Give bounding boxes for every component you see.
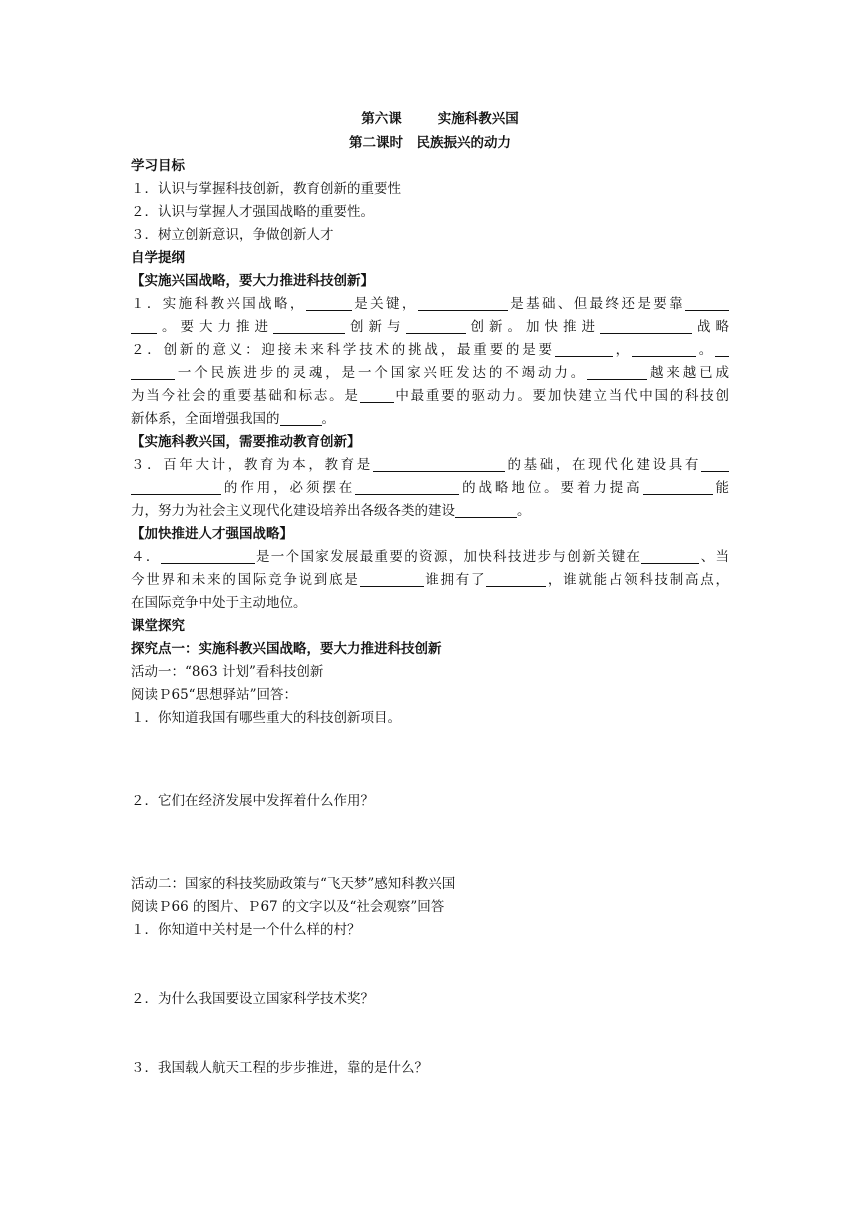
question-2-line-4: 新体系，全面增强我国的 。 bbox=[131, 411, 335, 427]
question-1-line-2: 。要大力推进 创新与 创新。加快推进 战略 bbox=[131, 316, 729, 339]
goal-item: ３．树立创新意识，争做创新人才 bbox=[131, 227, 334, 243]
fill-blank[interactable] bbox=[161, 548, 255, 564]
fill-blank[interactable] bbox=[273, 318, 345, 334]
section-heading-talent: 【加快推进人才强国战略】 bbox=[131, 526, 293, 542]
reading-1: 阅读Ｐ65“思想驿站”回答： bbox=[131, 687, 297, 703]
fill-blank[interactable] bbox=[418, 295, 508, 311]
outline-heading: 自学提纲 bbox=[131, 250, 185, 266]
question-3-line-1: ３．百年大计，教育为本，教育是 的基础，在现代化建设具有 bbox=[131, 454, 729, 477]
fill-blank[interactable] bbox=[306, 295, 352, 311]
fill-blank[interactable] bbox=[131, 364, 175, 380]
lesson-number: 第六课 bbox=[361, 111, 402, 127]
fill-blank[interactable] bbox=[406, 318, 466, 334]
goal-item: １．认识与掌握科技创新，教育创新的重要性 bbox=[131, 181, 401, 197]
lesson-title bbox=[131, 107, 729, 131]
activity-1: 活动一：“863 计划”看科技创新 bbox=[131, 664, 324, 680]
goals-heading: 学习目标 bbox=[131, 158, 185, 174]
fill-blank[interactable] bbox=[641, 548, 699, 564]
goal-item: ２．认识与掌握人才强国战略的重要性。 bbox=[131, 204, 374, 220]
fill-blank[interactable] bbox=[632, 341, 696, 357]
answer-space[interactable] bbox=[131, 813, 729, 873]
answer-space[interactable] bbox=[131, 1011, 729, 1057]
fill-blank[interactable] bbox=[486, 571, 546, 587]
activity-2-question-2: ２．为什么我国要设立国家科学技术奖？ bbox=[131, 991, 374, 1007]
question-1-line-1: １．实施科教兴国战略， 是关键， 是基础、但最终还是要靠 bbox=[131, 293, 729, 316]
explore-point-1: 探究点一：实施科教兴国战略，要大力推进科技创新 bbox=[131, 641, 442, 657]
question-2-line-2: 一个民族进步的灵魂，是一个国家兴旺发达的不竭动力。 越来越已成 bbox=[131, 362, 729, 385]
fill-blank[interactable] bbox=[360, 387, 394, 403]
document-body bbox=[131, 107, 729, 1080]
fill-blank[interactable] bbox=[715, 341, 729, 357]
activity-2-question-1: １．你知道中关村是一个什么样的村？ bbox=[131, 922, 361, 938]
fill-blank[interactable] bbox=[280, 410, 322, 426]
activity-2: 活动二：国家的科技奖励政策与“飞天梦”感知科教兴国 bbox=[131, 876, 456, 892]
reading-2: 阅读Ｐ66 的图片、Ｐ67 的文字以及“社会观察”回答 bbox=[131, 899, 445, 915]
activity-1-question-2: ２．它们在经济发展中发挥着什么作用？ bbox=[131, 793, 374, 809]
question-3-line-3: 力，努力为社会主义现代化建设培养出各级各类的建设 。 bbox=[131, 503, 531, 519]
fill-blank[interactable] bbox=[131, 479, 221, 495]
section-heading-tech: 【实施兴国战略，要大力推进科技创新】 bbox=[131, 273, 374, 289]
answer-space[interactable] bbox=[131, 730, 729, 790]
question-4-line-3: 在国际竞争中处于主动地位。 bbox=[131, 595, 307, 611]
question-2-line-3: 为当今社会的重要基础和标志。是 中最重要的驱动力。要加快建立当代中国的科技创 bbox=[131, 388, 730, 404]
lesson-name: 实施科教兴国 bbox=[437, 111, 519, 127]
explore-heading: 课堂探究 bbox=[131, 618, 185, 634]
section-heading-education: 【实施科教兴国，需要推动教育创新】 bbox=[131, 434, 361, 450]
fill-blank[interactable] bbox=[555, 341, 613, 357]
fill-blank[interactable] bbox=[685, 295, 729, 311]
activity-1-question-1: １．你知道我国有哪些重大的科技创新项目。 bbox=[131, 710, 401, 726]
fill-blank[interactable] bbox=[373, 456, 505, 472]
period-title: 第二课时 民族振兴的动力 bbox=[349, 135, 511, 151]
question-4-line-2: 今世界和未来的国际竞争说到底是 谁拥有了 ，谁就能占领科技制高点， bbox=[131, 572, 729, 588]
fill-blank[interactable] bbox=[600, 318, 692, 334]
fill-blank[interactable] bbox=[131, 318, 157, 334]
question-4-line-1: ４． 是一个国家发展最重要的资源，加快科技进步与创新关键在 、当 bbox=[131, 549, 730, 565]
question-2-line-1: ２．创新的意义：迎接未来科学技术的挑战，最重要的是要 ， 。 bbox=[131, 339, 729, 362]
fill-blank[interactable] bbox=[587, 364, 647, 380]
activity-2-question-3: ３．我国载人航天工程的步步推进，靠的是什么？ bbox=[131, 1060, 428, 1076]
fill-blank[interactable] bbox=[355, 479, 459, 495]
fill-blank[interactable] bbox=[701, 456, 729, 472]
fill-blank[interactable] bbox=[455, 502, 517, 518]
fill-blank[interactable] bbox=[360, 571, 424, 587]
question-3-line-2: 的作用，必须摆在 的战略地位。要着力提高 能 bbox=[131, 477, 729, 500]
answer-space[interactable] bbox=[131, 942, 729, 988]
fill-blank[interactable] bbox=[643, 479, 713, 495]
